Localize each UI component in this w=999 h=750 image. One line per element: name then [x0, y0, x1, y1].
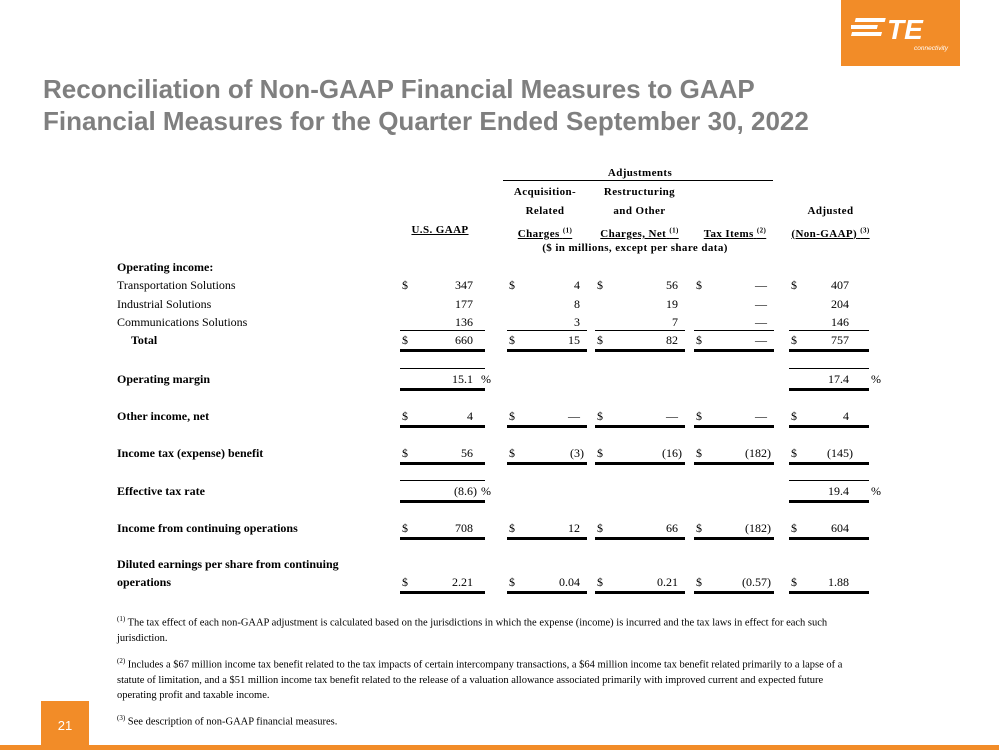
header-acq-1: Acquisition-	[513, 186, 577, 198]
cell-contops-adj: 604	[831, 521, 849, 535]
row-label-communications: Communications Solutions	[117, 315, 248, 329]
currency-sign: $	[597, 521, 603, 535]
cell-total-adj: 757	[831, 333, 849, 347]
percent-sign: %	[481, 484, 491, 498]
percent-sign: %	[481, 372, 491, 386]
header-tax: Tax Items $^{(2)}$	[703, 226, 767, 240]
row-label-total: Total	[131, 333, 158, 347]
incometax-rule	[789, 462, 869, 465]
contops-rule	[507, 537, 587, 540]
header-usgaap: U.S. GAAP	[411, 224, 469, 236]
currency-sign: $	[509, 333, 515, 347]
header-restr-2: and Other	[613, 205, 666, 217]
otherinc-rule	[595, 425, 685, 428]
cell-industrial-restr: 19	[666, 297, 678, 311]
subtotal-rule	[400, 330, 485, 331]
cell-comms-tax: —	[755, 315, 767, 329]
margin-rule	[789, 388, 869, 391]
currency-sign: $	[509, 446, 515, 460]
row-label-eps-line1: Diluted earnings per share from continuing	[117, 557, 339, 571]
cell-otherinc-gaap: 4	[467, 409, 473, 423]
total-rule	[507, 349, 587, 352]
title-line-2: Financial Measures for the Quarter Ended September 30, 2022	[43, 106, 809, 136]
cell-incometax-gaap: 56	[461, 446, 473, 460]
brand-name: TE	[887, 14, 923, 45]
currency-sign: $	[696, 521, 702, 535]
currency-sign: $	[402, 575, 408, 589]
footnote-3: $^{(3)}$ See description of non-GAAP financial measures.	[117, 714, 338, 728]
cell-eps-tax: (0.57)	[742, 575, 771, 589]
eps-rule	[789, 591, 869, 594]
incometax-rule	[694, 462, 774, 465]
cell-contops-gaap: 708	[455, 521, 473, 535]
cell-industrial-tax: —	[755, 297, 767, 311]
header-acq-2: Related	[525, 205, 565, 217]
footnote-1: $^{(1)}$ The tax effect of each non-GAAP adjustment is calculated based on the jurisdictions in which the expense (income) is incurred and the tax laws in effect for each such jurisdiction.	[117, 615, 828, 644]
currency-sign: $	[509, 278, 515, 292]
total-rule	[789, 349, 869, 352]
contops-rule	[595, 537, 685, 540]
currency-sign: $	[509, 521, 515, 535]
eps-rule	[507, 591, 587, 594]
cell-eps-adj: 1.88	[828, 575, 849, 589]
otherinc-rule	[694, 425, 774, 428]
percent-sign: %	[871, 372, 881, 386]
cell-effrate-gaap: (8.6)	[454, 484, 477, 498]
currency-sign: $	[791, 278, 797, 292]
cell-industrial-acq: 8	[574, 297, 580, 311]
cell-contops-tax: (182)	[745, 521, 771, 535]
cell-transport-adj: 407	[831, 278, 849, 292]
cell-transport-acq: 4	[574, 278, 580, 292]
otherinc-rule	[507, 425, 587, 428]
currency-sign: $	[696, 446, 702, 460]
currency-sign: $	[791, 575, 797, 589]
row-label-effective-tax-rate: Effective tax rate	[117, 484, 205, 498]
currency-sign: $	[509, 575, 515, 589]
header-adjustments: Adjustments	[607, 167, 673, 179]
currency-sign: $	[696, 333, 702, 347]
total-rule	[595, 349, 685, 352]
row-label-income-tax: Income tax (expense) benefit	[117, 446, 264, 460]
cell-eps-acq: 0.04	[559, 575, 580, 589]
margin-top-rule	[789, 368, 869, 369]
cell-opmargin-adj: 17.4	[828, 372, 849, 386]
incometax-rule	[507, 462, 587, 465]
cell-otherinc-adj: 4	[843, 409, 849, 423]
footnote-2: $^{(2)}$ Includes a $67 million income tax benefit related to the tax impacts of certain intercompany transactions, a $64 million income tax benefit related primarily to a lapse of a statute of limitation, and a $51 million income tax benefit related to the release of a valuation allowance associated primarily with improved current and expected future operating profit and taxable income.	[117, 657, 843, 701]
eps-rule	[595, 591, 685, 594]
currency-sign: $	[597, 446, 603, 460]
percent-sign: %	[871, 484, 881, 498]
cell-effrate-adj: 19.4	[828, 484, 849, 498]
row-label-transportation: Transportation Solutions	[117, 278, 236, 292]
cell-total-restr: 82	[666, 333, 678, 347]
incometax-rule	[400, 462, 485, 465]
cell-comms-restr: 7	[672, 315, 678, 329]
currency-sign: $	[402, 521, 408, 535]
cell-transport-tax: —	[755, 278, 767, 292]
cell-contops-restr: 66	[666, 521, 678, 535]
cell-otherinc-restr: —	[666, 409, 678, 423]
currency-sign: $	[597, 278, 603, 292]
cell-industrial-gaap: 177	[455, 297, 473, 311]
header-restr-3: Charges, Net $^{(1)}$	[600, 226, 679, 240]
currency-sign: $	[696, 409, 702, 423]
effrate-top-rule	[400, 480, 485, 481]
cell-comms-adj: 146	[831, 315, 849, 329]
row-label-operating-margin: Operating margin	[117, 372, 210, 386]
cell-total-gaap: 660	[455, 333, 473, 347]
subtotal-rule	[595, 330, 685, 331]
currency-sign: $	[791, 333, 797, 347]
cell-opmargin-gaap: 15.1	[452, 372, 473, 386]
cell-total-tax: —	[755, 333, 767, 347]
header-adj-2: (Non-GAAP) $^{(3)}$	[791, 226, 870, 240]
currency-sign: $	[791, 446, 797, 460]
subtotal-rule	[789, 330, 869, 331]
row-label-industrial: Industrial Solutions	[117, 297, 212, 311]
cell-eps-restr: 0.21	[657, 575, 678, 589]
currency-sign: $	[402, 409, 408, 423]
page-number: 21	[57, 718, 73, 733]
header-adj-1: Adjusted	[807, 205, 854, 217]
currency-sign: $	[791, 409, 797, 423]
adjustments-rule	[503, 180, 773, 181]
currency-sign: $	[402, 446, 408, 460]
subtotal-rule	[694, 330, 774, 331]
total-rule	[400, 349, 485, 352]
cell-incometax-tax: (182)	[745, 446, 771, 460]
effrate-rule	[400, 500, 485, 503]
header-units: ($ in millions, except per share data)	[542, 242, 728, 254]
currency-sign: $	[791, 521, 797, 535]
cell-industrial-adj: 204	[831, 297, 849, 311]
cell-otherinc-tax: —	[755, 409, 767, 423]
contops-rule	[400, 537, 485, 540]
currency-sign: $	[402, 333, 408, 347]
currency-sign: $	[597, 333, 603, 347]
row-label-eps-line2: operations	[117, 575, 171, 589]
effrate-top-rule	[789, 480, 869, 481]
subtotal-rule	[507, 330, 587, 331]
cell-contops-acq: 12	[568, 521, 580, 535]
margin-top-rule	[400, 368, 485, 369]
eps-rule	[694, 591, 774, 594]
page-number-box	[41, 701, 89, 750]
footer-accent-line	[0, 745, 999, 750]
effrate-rule	[789, 500, 869, 503]
cell-comms-acq: 3	[574, 315, 580, 329]
header-acq-3: Charges $^{(1)}$	[517, 226, 573, 240]
margin-rule	[400, 388, 485, 391]
title-line-1: Reconciliation of Non-GAAP Financial Measures to GAAP	[43, 74, 755, 104]
otherinc-rule	[400, 425, 485, 428]
currency-sign: $	[597, 575, 603, 589]
row-label-continuing-ops: Income from continuing operations	[117, 521, 298, 535]
row-label-operating-income: Operating income:	[117, 260, 214, 274]
cell-incometax-restr: (16)	[662, 446, 682, 460]
header-restr-1: Restructuring	[603, 186, 676, 198]
incometax-rule	[595, 462, 685, 465]
cell-total-acq: 15	[568, 333, 580, 347]
currency-sign: $	[597, 409, 603, 423]
otherinc-rule	[789, 425, 869, 428]
cell-eps-gaap: 2.21	[452, 575, 473, 589]
currency-sign: $	[696, 278, 702, 292]
contops-rule	[694, 537, 774, 540]
cell-transport-gaap: 347	[455, 278, 473, 292]
cell-otherinc-acq: —	[568, 409, 580, 423]
cell-transport-restr: 56	[666, 278, 678, 292]
contops-rule	[789, 537, 869, 540]
currency-sign: $	[509, 409, 515, 423]
cell-comms-gaap: 136	[455, 315, 473, 329]
cell-incometax-acq: (3)	[570, 446, 584, 460]
currency-sign: $	[696, 575, 702, 589]
row-label-other-income: Other income, net	[117, 409, 210, 423]
brand-tagline: connectivity	[914, 45, 948, 52]
cell-incometax-adj: (145)	[827, 446, 853, 460]
currency-sign: $	[402, 278, 408, 292]
total-rule	[694, 349, 774, 352]
eps-rule	[400, 591, 485, 594]
